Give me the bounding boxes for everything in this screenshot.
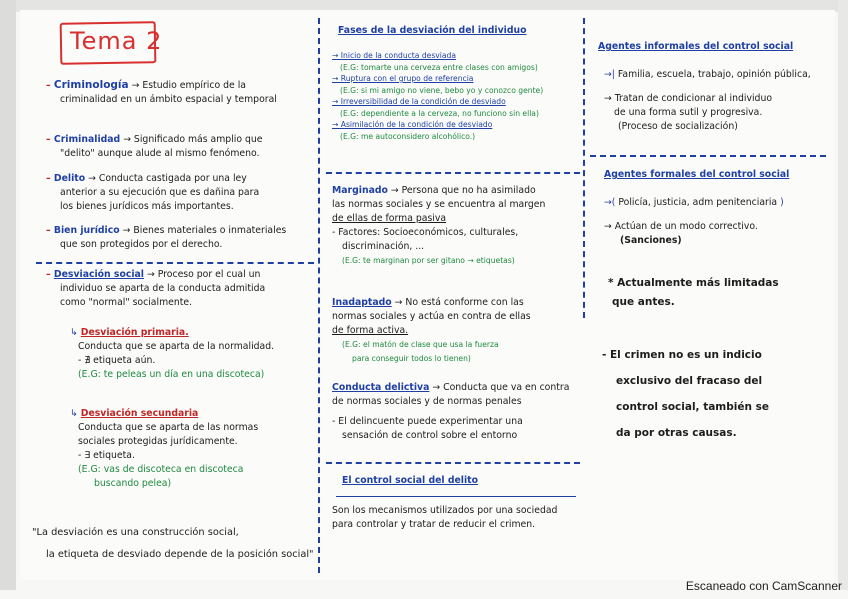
criminologia-def-1: → Estudio empírico de la <box>131 80 246 91</box>
column2-separator-1 <box>326 172 580 174</box>
fase-4: → Asimilación de la condición de desviado <box>332 120 493 129</box>
secundaria-example-2: buscando pelea) <box>94 478 172 489</box>
crimen-line-2: exclusivo del fracaso del <box>616 375 763 387</box>
board-right-edge <box>838 0 848 590</box>
nota-line-1: * Actualmente más limitadas <box>608 277 779 289</box>
informales-body: →| Familia, escuela, trabajo, opinión pública, → Tratan de condicionar al individuo de una forma sutil y progresiva. (Proceso de socialización) <box>604 69 811 132</box>
criminalidad-term: Criminalidad <box>53 134 121 145</box>
fase-1-example: (E.G: tomarte una cerveza entre clases con amigos) <box>340 62 538 72</box>
informales-list: Familia, escuela, trabajo, opinión pública, <box>617 69 811 80</box>
informales-heading: Agentes informales del control social <box>598 41 794 52</box>
inadaptado-def-2: normas sociales y actúa en contra de ellas <box>332 311 531 322</box>
bien-juridico-def-2: que son protegidos por el derecho. <box>60 239 223 250</box>
primaria-example: (E.G: te peleas un día en una discoteca) <box>78 369 265 380</box>
formales-def-1: → Actúan de un modo correctivo. <box>604 221 758 232</box>
secundaria-term: Desviación secundaria <box>80 408 199 419</box>
marginado-def-2: las normas sociales y se encuentra al margen <box>332 199 546 210</box>
column2-separator-2 <box>326 462 580 464</box>
marginado-term: Marginado <box>332 185 388 196</box>
delincuente-2: sensación de control sobre el entorno <box>342 430 518 441</box>
conducta-def-2: de normas sociales y de normas penales <box>332 396 522 407</box>
fase-1: → Inicio de la conducta desviada <box>332 51 457 60</box>
fase-3-example: (E.G: dependiente a la cerveza, no funciono sin ella) <box>340 108 539 118</box>
delito-term: Delito <box>53 173 86 184</box>
quote-block <box>32 522 318 566</box>
control-def-1: Son los mecanismos utilizados por una sociedad <box>332 505 558 516</box>
delito-def-1: → Conducta castigada por una ley <box>88 173 247 184</box>
delincuente-1: - El delincuente puede experimentar una <box>332 416 523 427</box>
formales-heading: Agentes formales del control social <box>604 169 790 180</box>
delito-block: – Delito → Conducta castigada por una ley anterior a su ejecución que es dañina para los bienes jurídicos más importantes. <box>46 173 260 212</box>
fases-heading: Fases de la desviación del individuo <box>338 25 527 36</box>
desviacion-def-2: individuo se aparta de la conducta admitida <box>60 283 266 294</box>
page-title: Tema 2 <box>70 27 163 55</box>
criminologia-term: Criminología <box>53 79 129 91</box>
fase-3: → Irreversibilidad de la condición de desviado <box>332 97 506 106</box>
primaria-block: ↳ Desviación primaria. Conducta que se aparta de la normalidad. - ∄ etiqueta aún. (E.G: te peleas un día en una discoteca) <box>70 327 275 380</box>
fases-heading-block <box>338 24 578 38</box>
column3-separator <box>590 155 826 157</box>
desviacion-block: – Desviación social → Proceso por el cual un individuo se aparta de la conducta admitida como "normal" socialmente. <box>46 269 266 308</box>
criminologia-block: – Criminología → Estudio empírico de la criminalidad en un ámbito espacial y temporal <box>46 79 277 105</box>
control-heading-rule <box>336 496 576 497</box>
secundaria-def-2: sociales protegidas jurídicamente. <box>78 436 238 447</box>
primaria-no-label: - ∄ etiqueta aún. <box>78 355 156 366</box>
nota-line-2: que antes. <box>612 296 675 308</box>
inadaptado-example-2: para conseguir todos lo tienen) <box>352 354 471 363</box>
bien-juridico-block: – Bien jurídico → Bienes materiales o inmateriales que son protegidos por el derecho. <box>46 225 287 250</box>
conducta-def-1: → Conducta que va en contra <box>432 382 570 393</box>
control-heading: El control social del delito <box>342 475 478 486</box>
desviacion-term: Desviación social <box>53 269 144 280</box>
formales-heading-block <box>604 168 826 182</box>
inadaptado-example-1: (E.G: el matón de clase que usa la fuerza <box>342 340 499 349</box>
informales-def-1: → Tratan de condicionar al individuo <box>604 93 773 104</box>
formales-body: →( Policía, justicia, adm penitenciaria ) → Actúan de un modo correctivo. (Sanciones) <box>604 197 784 246</box>
crimen-block <box>602 342 828 446</box>
scanner-watermark: Escaneado con CamScanner <box>685 579 842 593</box>
nota-block <box>608 274 830 312</box>
control-heading-block <box>342 474 576 488</box>
secundaria-block: ↳ Desviación secundaria Conducta que se aparta de las normas sociales protegidas jurídicamente. - ∃ etiqueta. (E.G: vas de discoteca en discoteca buscando pelea) <box>70 408 259 489</box>
inadaptado-def-3: de forma activa. <box>332 325 409 336</box>
desviacion-def-3: como "normal" socialmente. <box>60 297 193 308</box>
criminalidad-block: – Criminalidad → Significado más amplio que "delito" aunque alude al mismo fenómeno. <box>46 134 263 159</box>
informales-def-3: (Proceso de socialización) <box>618 121 738 132</box>
quote-line-2: la etiqueta de desviado depende de la posición social" <box>46 549 314 560</box>
criminalidad-def-1: → Significado más amplio que <box>123 134 263 145</box>
factores-1: - Factores: Socioeconómicos, culturales, <box>332 227 519 238</box>
secundaria-def-1: Conducta que se aparta de las normas <box>78 422 259 433</box>
conducta-term: Conducta delictiva <box>332 382 430 393</box>
criminalidad-def-2: "delito" aunque alude al mismo fenómeno. <box>60 148 260 159</box>
inadaptado-def-1: → No está conforme con las <box>394 297 524 308</box>
crimen-line-3: control social, también se <box>616 401 769 413</box>
delito-def-2: anterior a su ejecución que es dañina para <box>60 187 260 198</box>
primaria-term: Desviación primaria. <box>80 327 189 338</box>
formales-list: Policía, justicia, adm penitenciaria <box>618 197 778 208</box>
primaria-def: Conducta que se aparta de la normalidad. <box>78 341 275 352</box>
factores-example: (E.G: te marginan por ser gitano → etiquetas) <box>342 256 515 265</box>
fase-4-example: (E.G: me autoconsidero alcohólico.) <box>340 131 476 141</box>
crimen-line-4: da por otras causas. <box>616 427 737 439</box>
conducta-block <box>332 381 580 443</box>
marginado-def-1: → Persona que no ha asimilado <box>390 185 536 196</box>
fases-list <box>332 50 578 142</box>
column-divider-2 <box>583 18 585 318</box>
inadaptado-block <box>332 296 580 366</box>
secundaria-example-1: (E.G: vas de discoteca en discoteca <box>78 464 244 475</box>
marginado-def-3: de ellas de forma pasiva <box>332 213 447 224</box>
fase-2-example: (E.G: si mi amigo no viene, bebo yo y conozco gente) <box>340 85 544 95</box>
marginado-block <box>332 184 580 268</box>
delito-def-3: los bienes jurídicos más importantes. <box>60 201 234 212</box>
control-def-2: para controlar y tratar de reducir el crimen. <box>332 519 536 530</box>
secundaria-label: - ∃ etiqueta. <box>78 450 135 461</box>
inadaptado-term: Inadaptado <box>332 297 392 308</box>
fase-2: → Ruptura con el grupo de referencia <box>332 74 474 83</box>
crimen-line-1: - El crimen no es un indicio <box>602 349 762 361</box>
informales-def-2: de una forma sutil y progresiva. <box>614 107 763 118</box>
desviacion-def-1: → Proceso por el cual un <box>146 269 261 280</box>
criminologia-def-2: criminalidad en un ámbito espacial y temporal <box>60 94 277 105</box>
quote-line-1: "La desviación es una construcción social, <box>32 527 239 538</box>
bien-juridico-def-1: → Bienes materiales o inmateriales <box>122 225 287 236</box>
informales-heading-block <box>598 40 826 54</box>
board-left-edge <box>0 0 16 590</box>
bien-juridico-term: Bien jurídico <box>53 225 120 236</box>
factores-2: discriminación, ... <box>342 241 425 252</box>
column1-separator <box>36 262 314 264</box>
column-divider-1 <box>318 18 320 573</box>
formales-def-2: (Sanciones) <box>620 235 682 246</box>
control-def-block <box>332 504 580 532</box>
